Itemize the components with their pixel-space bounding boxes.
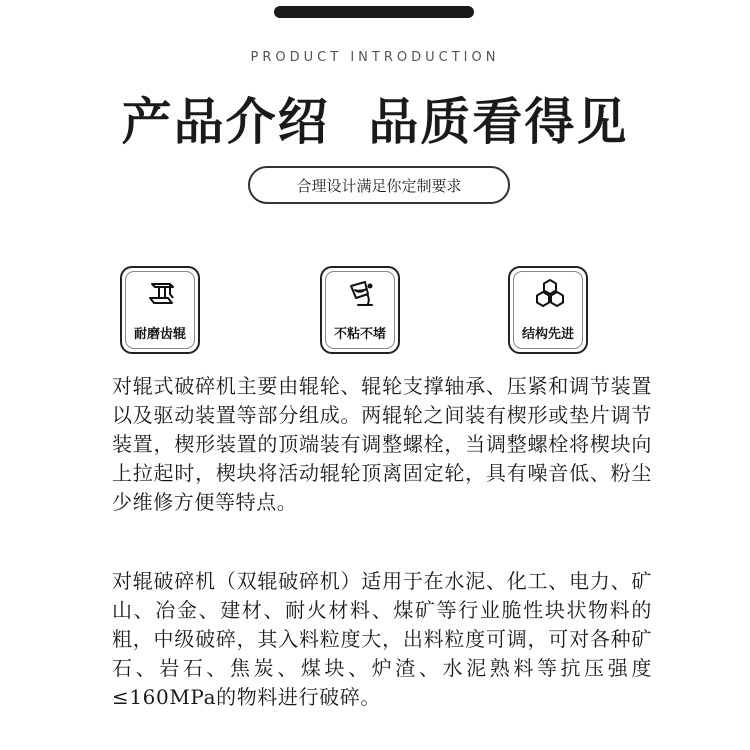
bucket-pour-icon <box>346 278 378 310</box>
page-title: 产品介绍 品质看得见 <box>121 92 629 151</box>
application-paragraph: 对辊破碎机（双辊破碎机）适用于在水泥、化工、电力、矿山、冶金、建材、耐火材料、煤矿等行业脆性块状物料的粗，中级破碎，其入料粒度大，出料粒度可调，可对各种矿石、岩石、焦炭、煤块、炉渣、水泥熟料等抗压强度≤160MPa的物料进行破碎。 <box>112 569 652 709</box>
eyebrow-text: PRODUCT INTRODUCTION <box>250 50 500 65</box>
hexagon-structure-icon <box>534 278 566 310</box>
top-bar <box>274 6 474 18</box>
ibeam-icon <box>146 278 178 310</box>
feature-card-non-stick <box>320 266 400 354</box>
feature-label: 结构先进 <box>521 327 574 342</box>
description-paragraph: 对辊式破碎机主要由辊轮、辊轮支撑轴承、压紧和调节装置以及驱动装置等部分组成。两辊轮之间装有楔形或垫片调节装置，楔形装置的顶端装有调整螺栓，当调整螺栓将楔块向上拉起时，楔块将活动辊轮顶离固定轮，具有噪音低、粉尘少维修方便等特点。 <box>112 374 652 514</box>
feature-label: 不粘不堵 <box>333 327 386 342</box>
feature-card-wear-resistant <box>120 266 200 354</box>
feature-label: 耐磨齿辊 <box>133 327 186 342</box>
feature-card-advanced-structure <box>508 266 588 354</box>
subtitle-pill: 合理设计满足你定制要求 <box>248 166 510 204</box>
